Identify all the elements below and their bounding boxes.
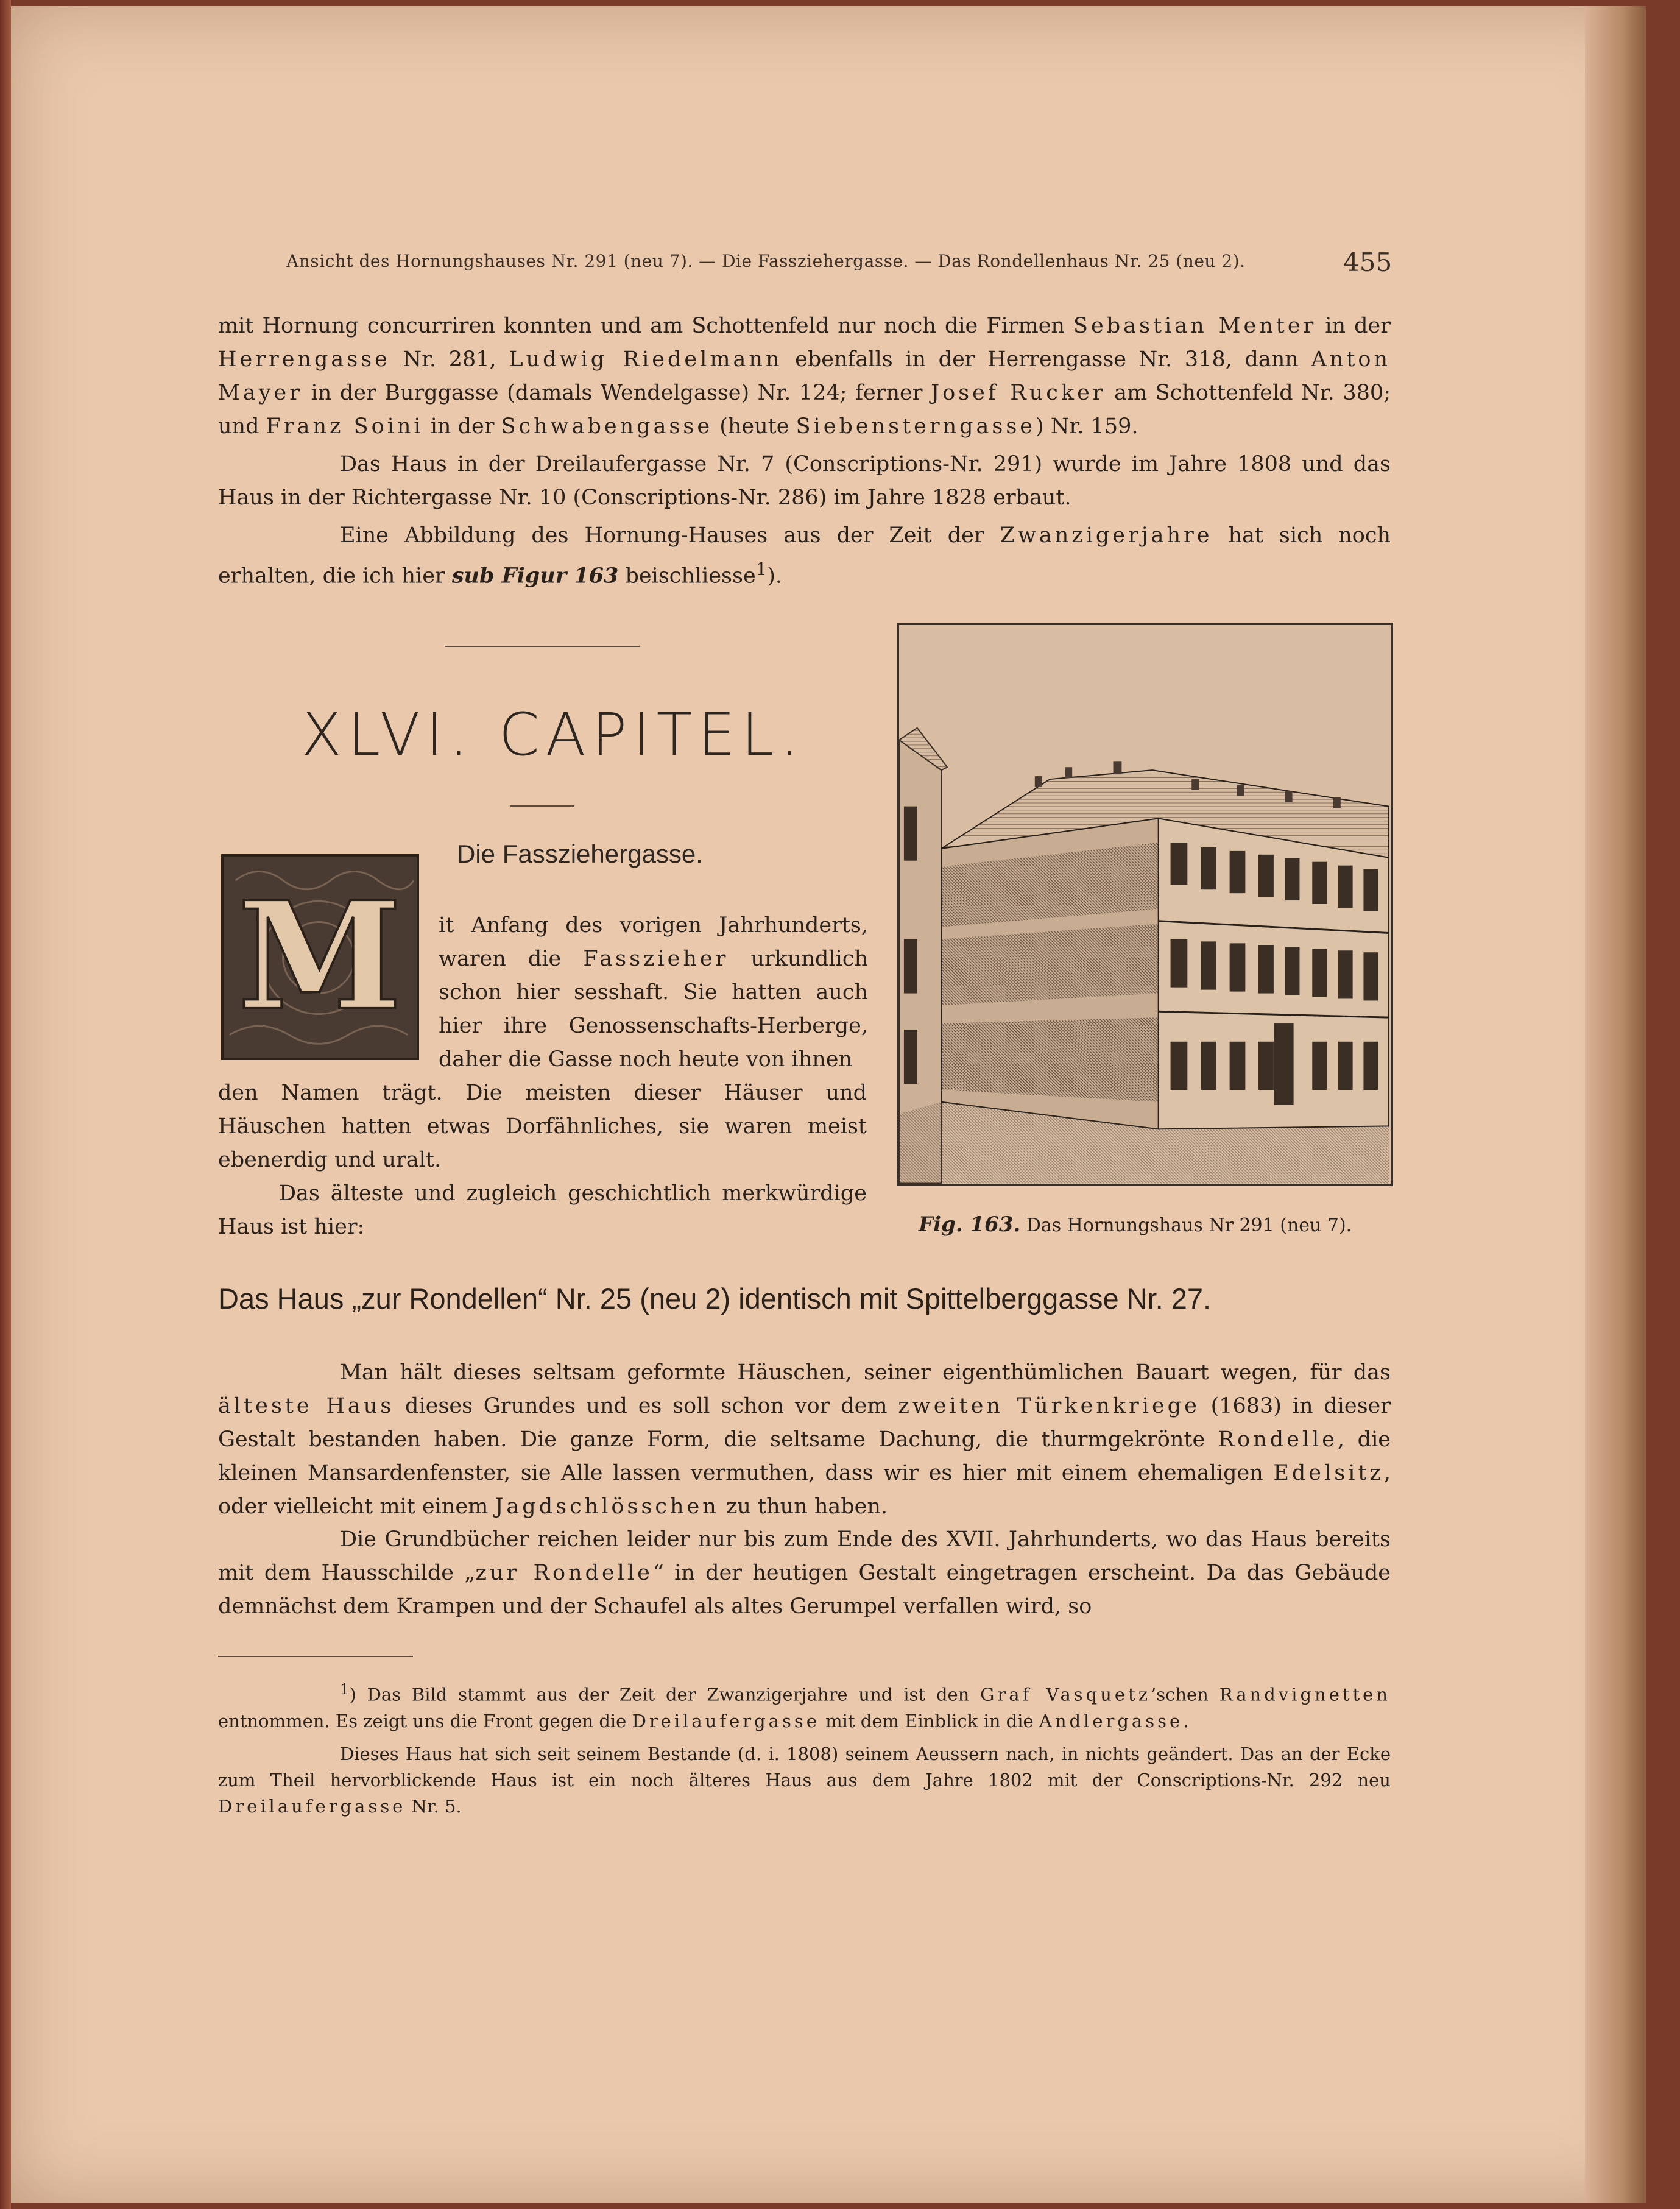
intro-paragraph-2: Das Haus in der Dreilaufergasse Nr. 7 (Conscriptions-Nr. 291) wurde im Jahre 1808 und das Haus in der Richtergasse Nr. 10 (Conscriptions-Nr. 286) im Jahre 1828 erbaut.: [218, 452, 1391, 510]
section2-paragraph-1: Man hält dieses seltsam geformte Häuschen, seiner eigenthümlichen Bauart wegen, für das älteste Haus dieses Grundes und es soll schon vor dem zweiten Türkenkriege (1683) in dieser Gestalt bestanden haben. Die ganze Form, die seltsame Dachung, die thurmgekrönte Rondelle, die kleinen Mansardenfenster, sie Alle lassen vermuthen, dass wir es hier mit einem ehemaligen Edelsitz, oder vielleicht mit einem Jagdschlösschen zu thun haben.: [218, 1360, 1391, 1519]
page-number: 455: [1343, 247, 1392, 277]
ornamental-initial-icon: [224, 857, 417, 1058]
running-header: Ansicht des Hornungshauses Nr. 291 (neu 7). — Die Fassziehergasse. — Das Rondellenhaus Nr. 25 (neu 2).: [286, 251, 1246, 271]
book-edge-left: [0, 0, 11, 2209]
intro-paragraph-1: mit Hornung concurriren konnten und am Schottenfeld nur noch die Firmen Sebastian Menter in der Herrengasse Nr. 281, Ludwig Riedelmann ebenfalls in der Herrengasse Nr. 318, dann Anton Mayer in der Burggasse (damals Wendelgasse) Nr. 124; ferner Josef Rucker am Schottenfeld Nr. 380; und Franz Soini in der Schwabengasse (heute Siebensterngasse) Nr. 159.: [218, 314, 1391, 439]
chapter-paragraph-1-top: it Anfang des vorigen Jahrhunderts, waren die Fasszieher urkundlich schon hier sesshaft. Sie hatten auch hier ihre Genossenschafts-Herberge, daher die Gasse noch heute von ihnen: [439, 913, 868, 1072]
figure-caption: Fig. 163. Das Hornungshaus Nr 291 (neu 7).: [919, 1212, 1352, 1237]
section2-paragraph-2: Die Grundbücher reichen leider nur bis zum Ende des XVII. Jahrhunderts, wo das Haus bereits mit dem Hausschilde „zur Rondelle“ in der heutigen Gestalt eingetragen erscheint. Da das Gebäude demnächst dem Krampen und der Schaufel als altes Gerumpel verfallen wird, so: [218, 1527, 1391, 1619]
chapter-subtitle: Die Fassziehergasse.: [457, 839, 703, 868]
chapter-rule-top: [445, 646, 640, 647]
decorative-initial-m: [221, 854, 419, 1060]
intro-paragraph-3: Eine Abbildung des Hornung-Hauses aus der Zeit der Zwanzigerjahre hat sich noch erhalten, die ich hier sub Figur 163 beischliesse$^1$).: [218, 523, 1391, 588]
section-heading-rondellen: Das Haus „zur Rondellen“ Nr. 25 (neu 2) identisch mit Spittelberggasse Nr. 27.: [218, 1282, 1212, 1315]
footnote-rule: [218, 1656, 413, 1657]
building-engraving-icon: [899, 625, 1391, 1184]
chapter-rule-bottom: [510, 805, 574, 807]
book-gutter: [1585, 6, 1646, 2203]
chapter-paragraph-1-bottom: den Namen trägt. Die meisten dieser Häuser und Häuschen hatten etwas Dorfähnliches, sie waren meist ebenerdig und uralt.: [218, 1081, 867, 1172]
chapter-paragraph-2: Das älteste und zugleich geschichtlich merkwürdige Haus ist hier:: [218, 1181, 867, 1239]
footnote-1: $^1$) Das Bild stammt aus der Zeit der Zwanzigerjahre und ist den Graf Vasquetz’schen Randvignetten entnommen. Es zeigt uns die Front gegen die Dreilaufergasse mit dem Einblick in die Andlergasse.: [218, 1681, 1391, 1731]
initial-letter: M: [238, 868, 402, 1044]
figure-hornungshaus: [897, 623, 1393, 1186]
chapter-title: XLVI. CAPITEL.: [302, 701, 805, 769]
footnote-2: Dieses Haus hat sich seit seinem Bestande (d. i. 1808) seinem Aeussern nach, in nichts geändert. Das an der Ecke zum Theil hervorblickende Haus ist ein noch älteres Haus aus dem Jahre 1802 mit der Conscriptions-Nr. 292 neu Dreilaufergasse Nr. 5.: [218, 1744, 1391, 1817]
